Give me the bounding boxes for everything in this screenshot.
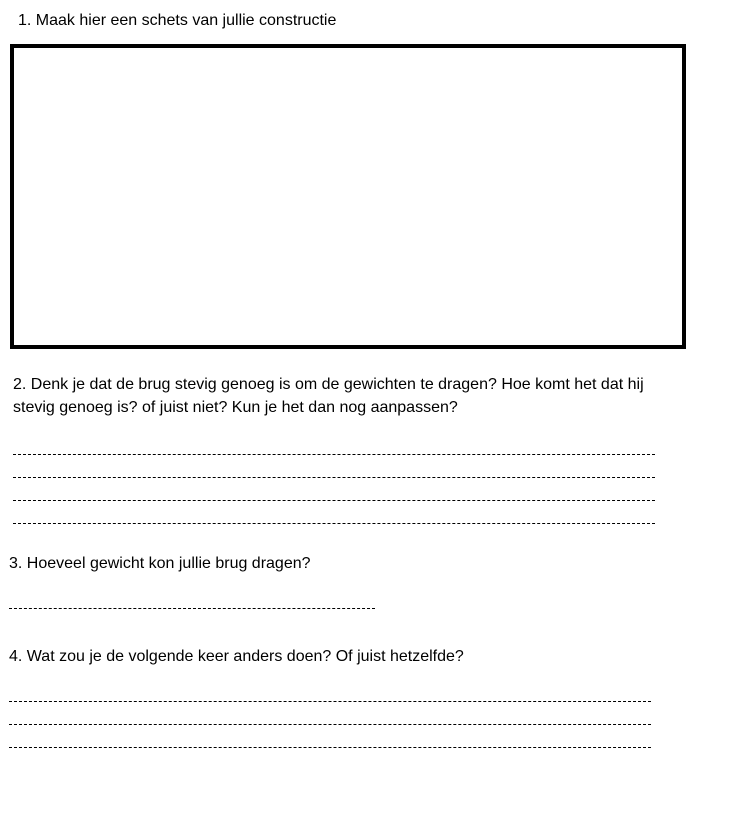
answer-line-q4-2[interactable] — [9, 724, 651, 725]
answer-line-q2-4[interactable] — [13, 523, 655, 524]
answer-line-q2-2[interactable] — [13, 477, 655, 478]
answer-line-q4-3[interactable] — [9, 747, 651, 748]
answer-line-q3-1[interactable] — [9, 608, 375, 609]
answer-line-q2-1[interactable] — [13, 454, 655, 455]
question-1: 1. Maak hier een schets van jullie constructie — [18, 12, 337, 29]
answer-line-q2-3[interactable] — [13, 500, 655, 501]
question-2: 2. Denk je dat de brug stevig genoeg is om de gewichten te dragen? Hoe komt het dat hij stevig genoeg is? of juist niet? Kun je het dan nog aanpassen? — [13, 376, 644, 416]
question-4: 4. Wat zou je de volgende keer anders doen? Of juist hetzelfde? — [9, 648, 464, 665]
question-3: 3. Hoeveel gewicht kon jullie brug dragen? — [9, 555, 311, 572]
sketch-area[interactable] — [10, 44, 686, 349]
answer-line-q4-1[interactable] — [9, 701, 651, 702]
